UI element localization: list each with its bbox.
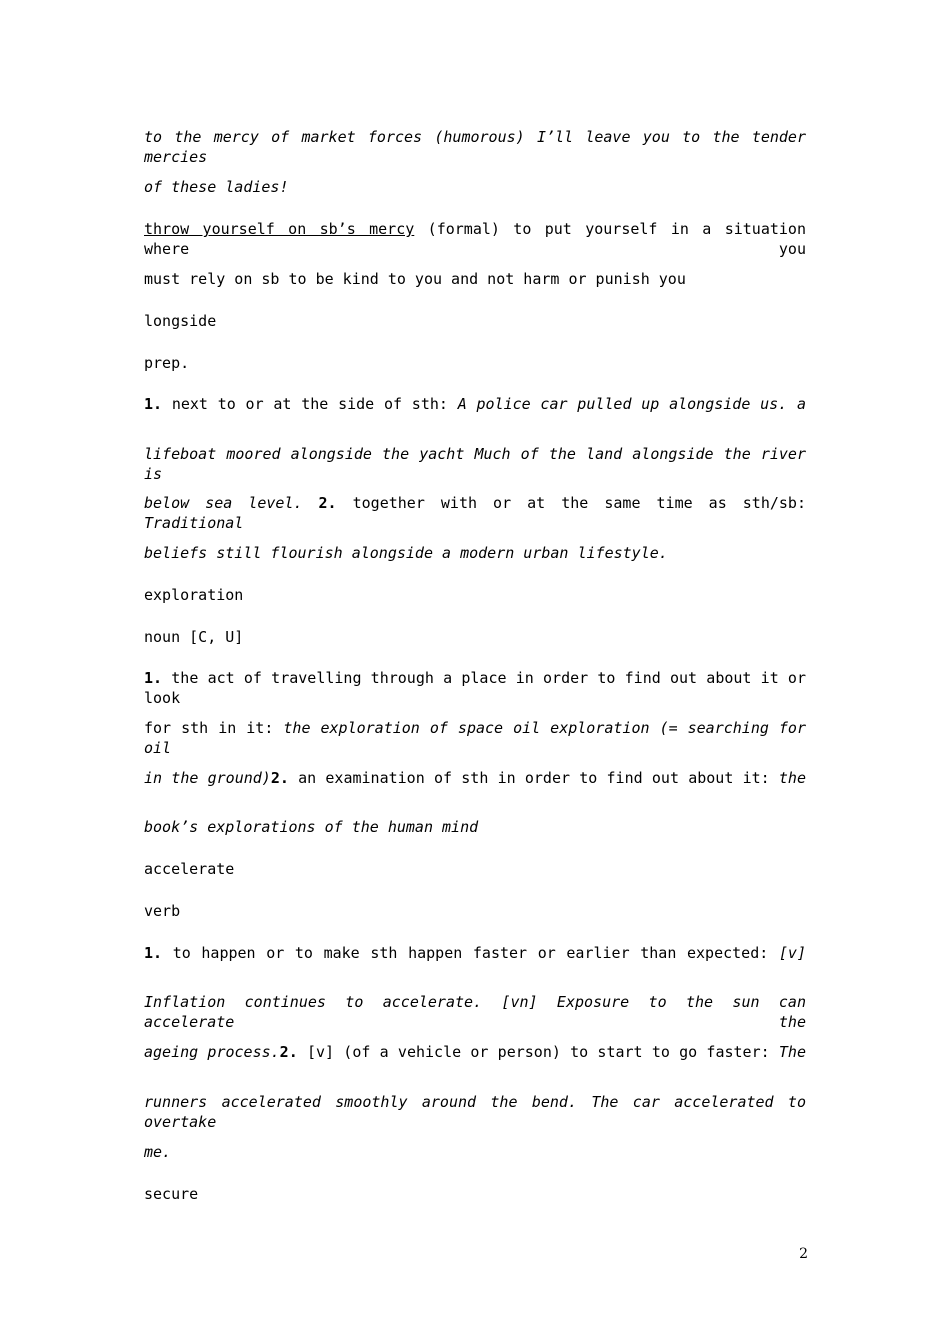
text-line: book’s explorations of the human mind (144, 818, 479, 836)
text-line: must rely on sb to be kind to you and not harm or punish you (144, 270, 686, 288)
part-of-speech: verb (144, 902, 181, 920)
headword: longside (144, 312, 217, 330)
sense-number: 2. (279, 1043, 298, 1061)
headword: accelerate (144, 860, 235, 878)
text-line: beliefs still flourish alongside a modern urban lifestyle. (144, 544, 668, 562)
example-text: the (778, 769, 806, 787)
sense-number: 1. (144, 669, 163, 687)
example-text: in the ground) (144, 769, 271, 787)
text-line: to the mercy of market forces (humorous) I’ll leave you to the tender mercies (144, 128, 806, 166)
definition-text: [v] (of a vehicle or person) to start to go faster: (297, 1043, 779, 1061)
text-line (144, 943, 806, 963)
sense-number: 2. (318, 494, 337, 512)
text-line (144, 768, 806, 788)
definition-text: to happen or to make sth happen faster or earlier than expected: (162, 944, 779, 962)
example-text: A police car pulled up alongside us. a (457, 395, 807, 413)
definition-text: for sth in it: (144, 719, 284, 737)
part-of-speech: noun [C, U] (144, 628, 244, 646)
text-line: lifeboat moored alongside the yacht Much of the land alongside the river is (144, 445, 806, 483)
text-line: of these ladies! (144, 178, 289, 196)
example-text: ageing process. (144, 1043, 280, 1061)
definition-text: the act of travelling through a place in order to find out about it or look (144, 669, 806, 707)
sense-number: 1. (144, 395, 163, 413)
text-line (144, 219, 806, 259)
text-line: Inflation continues to accelerate. [vn] Exposure to the sun can accelerate the (144, 993, 806, 1031)
sense-number: 2. (270, 769, 289, 787)
definition-text: (formal) to put yourself in a situation where you (144, 220, 806, 258)
example-text: below sea level. (144, 494, 319, 512)
text-line (144, 493, 806, 533)
example-text: [v] (778, 944, 806, 962)
headword: secure (144, 1185, 199, 1203)
definition-text: next to or at the side of sth: (162, 395, 458, 413)
sense-number: 1. (144, 944, 163, 962)
example-text: the exploration of space oil exploration (= searching for oil (144, 719, 806, 757)
definition-text: an examination of sth in order to find out about it: (288, 769, 779, 787)
text-line (144, 668, 806, 708)
text-line (144, 394, 806, 414)
text-line (144, 1042, 806, 1062)
text-line: me. (144, 1143, 172, 1161)
idiom-phrase: throw yourself on sb’s mercy (144, 220, 415, 238)
example-text: The (778, 1043, 806, 1061)
part-of-speech: prep. (144, 354, 190, 372)
headword: exploration (144, 586, 244, 604)
definition-text: together with or at the same time as sth/sb: (336, 494, 806, 512)
example-text: Traditional (144, 514, 244, 532)
text-line (144, 718, 806, 758)
text-line: runners accelerated smoothly around the bend. The car accelerated to overtake (144, 1093, 806, 1131)
page-number: 2 (799, 1246, 808, 1262)
